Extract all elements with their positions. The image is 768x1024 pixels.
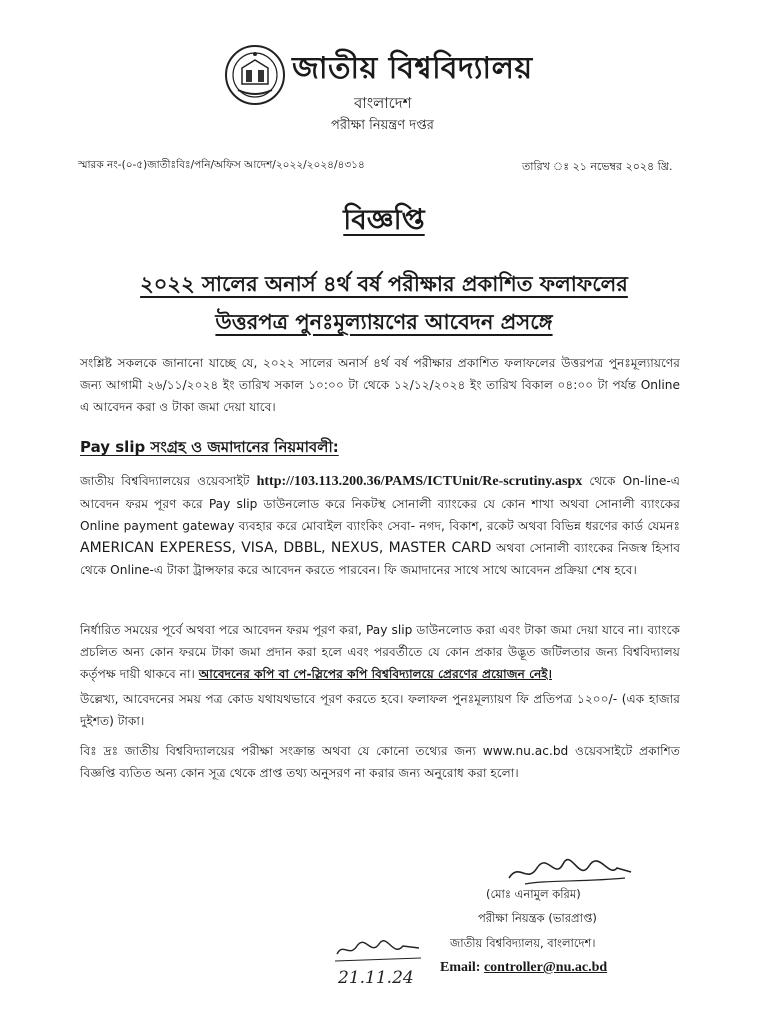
- initial-mark: [333, 936, 425, 964]
- payslip-text-b: থেকে On-line-এ আবেদন ফরম পূরণ করে Pay slip ডাউনলোড করে নিকটস্থ সোনালী ব্যাংকের যে কোন শাখা অথবা সোনালী ব্যাংকের Online payment gateway ব্যবহার করে মোবাইল ব্যাংকিং সেবা- নগদ, বিকাশ, রকেট অথবা বিভিন্ন ধরণের কার্ড যেমনঃ: [80, 474, 680, 533]
- payslip-text-c: অথবা সোনালী ব্যাংকের নিজস্ব হিসাব থেকে Online-এ টাকা ট্রান্সফার করে আবেদন করতে পারবেন। ফি জমাদানের সাথে সাথে আবেদন প্রক্রিয়া শেষ হবে।: [80, 541, 681, 577]
- subject-line-2: [0, 306, 768, 341]
- notice-date: তারিখ ঃ ২১ নভেম্বর ২০২৪ খ্রি.: [522, 160, 673, 173]
- university-title: জাতীয় বিশ্ববিদ্যালয়: [292, 51, 533, 86]
- intro-paragraph: সংশ্লিষ্ট সকলকে জানানো যাচ্ছে যে, ২০২২ সালের অনার্স ৪র্থ বর্ষ পরীক্ষার প্রকাশিত ফলাফলের উত্তরপত্র পুনঃমূল্যায়ণের জন্য আগামী ২৬/১১/২০২৪ ইং তারিখ সকাল ১০:০০ টা থেকে ১২/১২/২০২৪ ইং তারিখ বিকাল ০৪:০০ টা পর্যন্ত Online এ আবেদন করা ও টাকা জমা দেয়া যাবে।: [80, 356, 680, 414]
- deadline-paragraph: [80, 619, 680, 685]
- office-label: পরীক্ষা নিয়ন্ত্রণ দপ্তর: [331, 118, 434, 133]
- payslip-cards: AMERICAN EXPERESS, VISA, DBBL, NEXUS, MASTER CARD: [80, 540, 492, 556]
- initial-date: 21.11.24: [338, 968, 414, 988]
- notice-heading: [0, 198, 768, 245]
- no-copy-needed-note: আবেদনের কপি বা পে-স্লিপের কপি বিশ্ববিদ্যালয়ে প্রেরণের প্রয়োজন নেই।: [198, 667, 553, 681]
- controller-signature: [505, 854, 635, 890]
- notice-heading-text: বিজ্ঞপ্তি: [343, 203, 425, 236]
- subject-line-2-text: উত্তরপত্র পুনঃমূল্যায়ণের আবেদন প্রসঙ্গে: [215, 310, 553, 334]
- subject-line-1-text: ২০২২ সালের অনার্স ৪র্থ বর্ষ পরীক্ষার প্রকাশিত ফলাফলের: [140, 272, 628, 296]
- deadline-text: নির্ধারিত সময়ের পূর্বে অথবা পরে আবেদন ফরম পূরণ করা, Pay slip ডাউনলোড করা এবং টাকা জমা দেয়া যাবে না। ব্যাংকে প্রচলিত অন্য কোন ফরমে টাকা জমা প্রদান করা হলে এবং পরবর্তীতে যে কোন প্রকার উদ্ভূত জটিলতার জন্য বিশ্ববিদ্যালয় কর্তৃপক্ষ দায়ী থাকবে না।: [80, 623, 680, 681]
- payslip-rules-paragraph: [80, 470, 680, 581]
- reference-number: স্মারক নং-(০-৫)জাতীঃবিঃ/পনি/অফিস আদেশ/২০২২/২০২৪/৪৩১৪: [78, 159, 365, 171]
- payslip-text-a: জাতীয় বিশ্ববিদ্যালয়ের ওয়েবসাইট: [80, 474, 250, 488]
- signatory-name: (মোঃ এনামুল করিম): [486, 887, 581, 901]
- nu-logo-icon: [224, 44, 286, 106]
- payslip-heading: Pay slip সংগ্রহ ও জমাদানের নিয়মাবলী:: [80, 438, 339, 456]
- signatory-university: জাতীয় বিশ্ববিদ্যালয়, বাংলাদেশ।: [450, 936, 596, 950]
- rescrutiny-link[interactable]: http://103.113.200.36/PAMS/ICTUnit/Re-scrutiny.aspx: [256, 474, 583, 489]
- subject-line-1: [0, 268, 768, 303]
- email-label: Email:: [440, 960, 481, 975]
- note-paragraph: বিঃ দ্রঃ জাতীয় বিশ্ববিদ্যালয়ের পরীক্ষা সংক্রান্ত অথবা যে কোনো তথ্যের জন্য www.nu.ac.bd ওয়েবসাইটে প্রকাশিত বিজ্ঞপ্তি ব্যতিত অন্য কোন সূত্র থেকে প্রাপ্ত তথ্য অনুসরণ না করার জন্য অনুরোধ করা হলো।: [80, 744, 680, 780]
- fee-paragraph: উল্লেখ্য, আবেদনের সময় পত্র কোড যথাযথভাবে পূরণ করতে হবে। ফলাফল পুনঃমূল্যায়ণ ফি প্রতিপত্র ১২০০/- (এক হাজার দুইশত) টাকা।: [80, 692, 680, 728]
- signatory-title: পরীক্ষা নিয়ন্ত্রক (ভারপ্রাপ্ত): [478, 911, 597, 925]
- country-label: বাংলাদেশ: [354, 94, 412, 112]
- controller-email-link[interactable]: controller@nu.ac.bd: [483, 960, 608, 975]
- email-line: [440, 960, 607, 976]
